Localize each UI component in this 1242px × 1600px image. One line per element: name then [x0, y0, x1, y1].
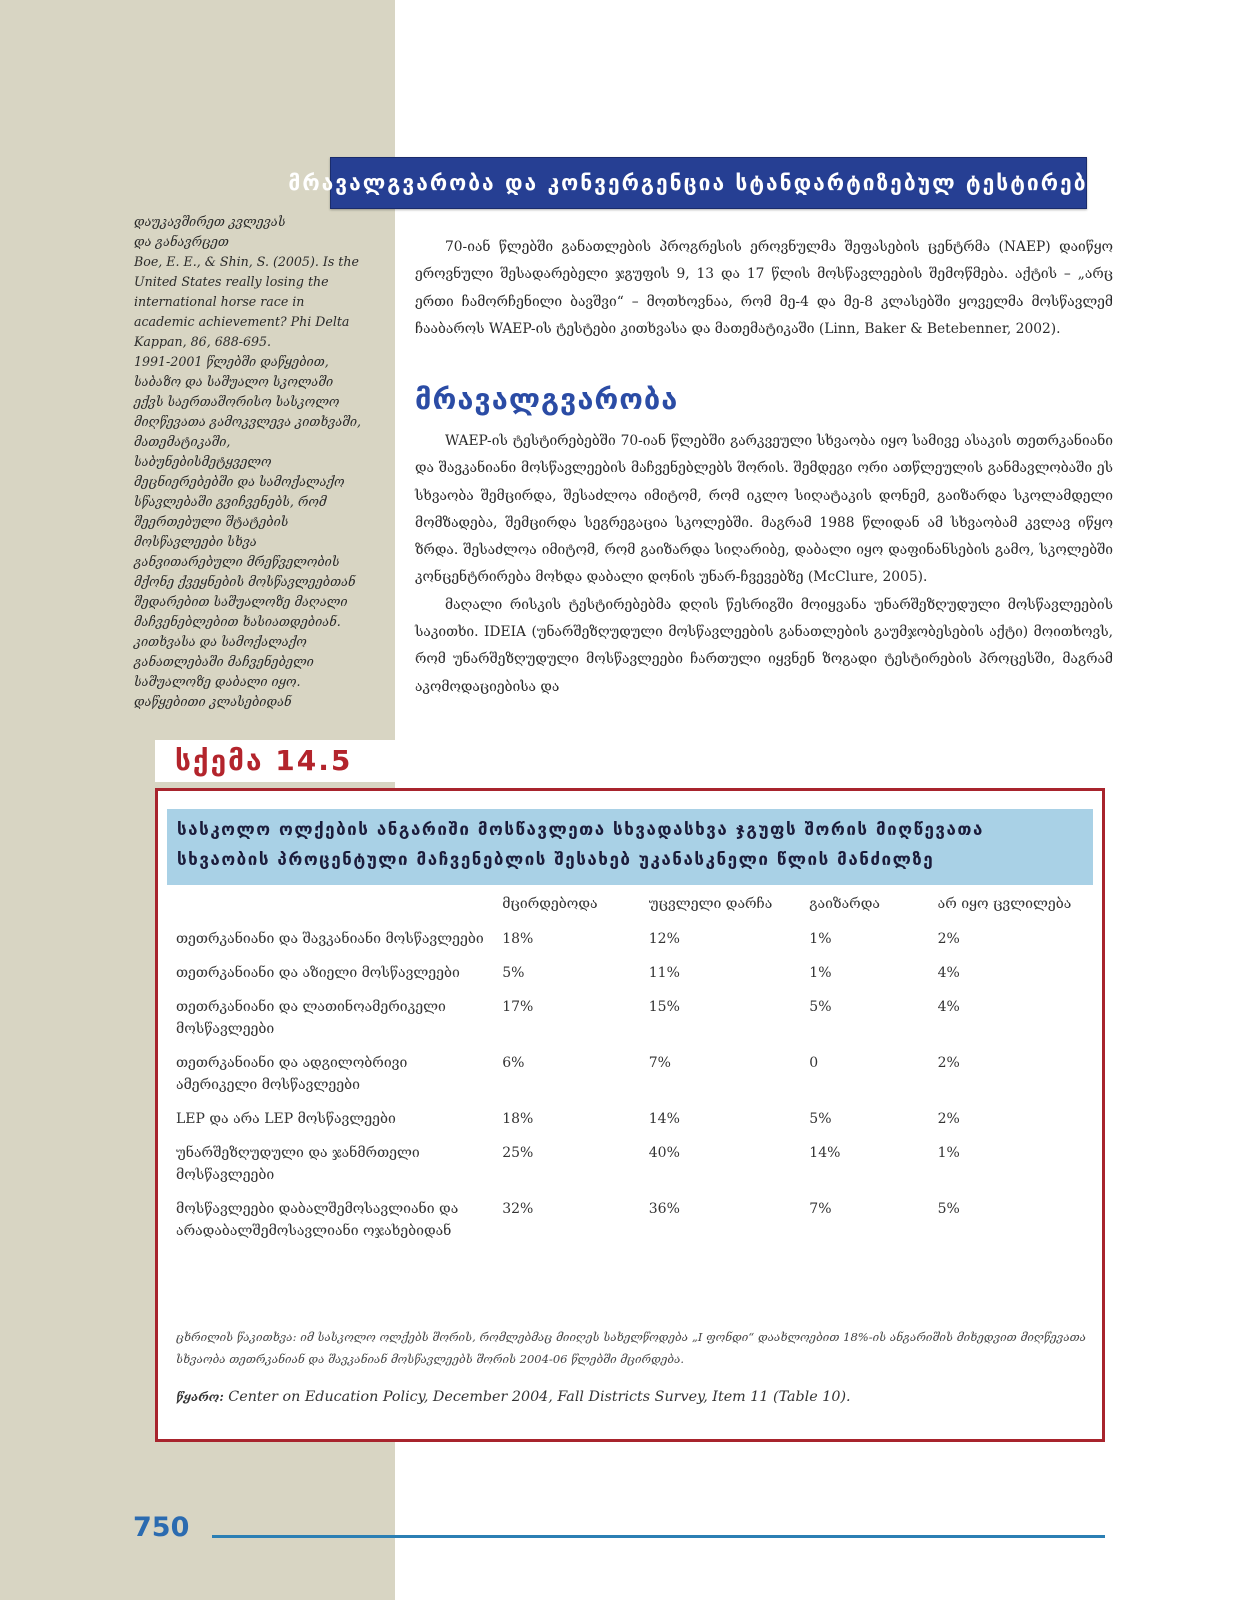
table-header-empty: [176, 896, 502, 928]
intro-paragraph: 70-იან წლებში განათლების პროგრესის ეროვნულმა შეფასების ცენტრმა (NAEP) დაიწყო ეროვნული შესადარებელი ჯგუფის 9, 13 და 17 წლის მოსწავლეების შემოწმება. აქტის – „არც ერთი ჩამორჩენილი ბავშვი“ – მოთხოვნაა, რომ მე-4 და მე-8 კლასებში ყოველმა მოსწავლემ ჩააბაროს WAEP-ის ტესტები კითხვასა და მათემატიკაში (Linn, Baker & Betebenner, 2002).: [415, 239, 1113, 337]
cell-value: 14%: [809, 1145, 841, 1161]
cell-value: 12%: [648, 931, 680, 947]
row-label: თეთრკანიანი და ლათინოამერიკელი მოსწავლეები: [176, 999, 446, 1037]
cell-value: 1%: [809, 931, 832, 947]
sidebar-heading-line1: დაუკავშირეთ კვლევას: [134, 214, 286, 229]
cell-value: 36%: [648, 1201, 680, 1217]
cell-value: 5%: [809, 999, 832, 1015]
table-header-decreased: მცირდებოდა: [502, 896, 598, 912]
sidebar-note: [134, 212, 364, 712]
section-heading: მრავალგვარობა: [415, 382, 679, 416]
sidebar-body: 1991-2001 წლებში დაწყებით, საბაზო და საშუალო სკოლაში ექვს საერთაშორისო სასკოლო მიღწევათა გამოკვლევა კითხვაში, მათემატიკაში, საბუნებისმეტყველო მეცნიერებებში და სამოქალაქო სწავლებაში გვიჩვენებს, რომ შეერთებული შტატების მოსწავლეები სხვა განვითარებული მრეწველობის მქონე ქვეყნების მოსწავლეებთან შედარებით საშუალოზე მაღალი მაჩვენებლებით ხასიათდებიან. კითხვასა და სამოქალაქო განათლებაში მაჩვენებელი საშუალოზე დაბალი იყო. დაწყებითი კლასებიდან: [134, 354, 362, 709]
table-row: [176, 1052, 1076, 1108]
sidebar-heading-line2: და განავრცეთ: [134, 234, 229, 249]
body-paragraph-3: მაღალი რისკის ტესტირებებმა დღის წესრიგში მოიყვანა უნარშეზღუდული მოსწავლეების საკითხი. IDEIA (უნარშეზღუდული მოსწავლეების განათლების გაუმჯობესების აქტი) მოითხოვს, რომ უნარშეზღუდული მოსწავლეები ჩართული იყვნენ ზოგადი ტესტირების პროცესში, მაგრამ აკომოდაციებისა და: [415, 596, 1113, 695]
table-row: [176, 996, 1076, 1052]
row-label: თეთრკანიანი და აზიელი მოსწავლეები: [176, 965, 460, 981]
cell-value: 4%: [937, 999, 960, 1015]
table-row: [176, 1142, 1076, 1198]
cell-value: 6%: [502, 1055, 525, 1071]
cell-value: 18%: [502, 931, 534, 947]
table-header-unchanged: უცვლელი დარჩა: [648, 896, 773, 912]
cell-value: 2%: [937, 1055, 960, 1071]
row-label: თეთრკანიანი და შავკანიანი მოსწავლეები: [176, 931, 484, 947]
table-reading-note: ცხრილის წაკითხვა: იმ სასკოლო ოლქებს შორის, რომლებმაც მიიღეს სახელწოდება „I ფონდი“ დაახლოებით 18%-ის ანგარიშის მიხედვით მიღწევათა სხვაობა თეთრკანიან და შავკანიან მოსწავლეებს შორის 2004-06 წლებში მცირდება.: [176, 1330, 1086, 1366]
table-row: [176, 1198, 1076, 1254]
body-paragraph-2: WAEP-ის ტესტირებებში 70-იან წლებში გარკვეული სხვაობა იყო სამივე ასაკის თეთრკანიანი და შავკანიანი მოსწავლეების მაჩვენებლებს შორის. შემდეგი ორი ათწლეულის განმავლობაში ეს სხვაობა შემცირდა, შესაძლოა იმიტომ, რომ იკლო სიღატაკის დონემ, გაიზარდა სკოლამდელი მომზადება, შემცირდა სეგრეგაცია სკოლებში. მაგრამ 1988 წლიდან ამ სხვაობამ კვლავ იწყო ზრდა. შესაძლოა იმიტომ, რომ გაიზარდა სიღარიბე, დაბალი იყო დაფინანსების გამო, სკოლებში კონცენტრირება მოხდა დაბალი დონის უნარ-ჩვევებზე (McClure, 2005).: [415, 433, 1113, 586]
intro-text: [415, 234, 1113, 343]
table-row: [176, 962, 1076, 996]
table-row: [176, 928, 1076, 962]
row-label: თეთრკანიანი და ადგილობრივი ამერიკელი მოსწავლეები: [176, 1055, 408, 1093]
body-text: [415, 428, 1113, 701]
cell-value: 4%: [937, 965, 960, 981]
cell-value: 5%: [502, 965, 525, 981]
cell-value: 15%: [648, 999, 680, 1015]
cell-value: 25%: [502, 1145, 534, 1161]
banner-title: მრავალგვარობა და კონვერგენცია სტანდარტიზებულ ტესტირებაში: [288, 171, 1129, 195]
row-label: LEP და არა LEP მოსწავლეები: [176, 1111, 396, 1127]
cell-value: 0: [809, 1055, 819, 1071]
cell-value: 32%: [502, 1201, 534, 1217]
table-header-increased: გაიზარდა: [809, 896, 880, 912]
page-number: 750: [133, 1512, 190, 1543]
cell-value: 1%: [937, 1145, 960, 1161]
figure-box: [155, 788, 1105, 1442]
cell-value: 7%: [809, 1201, 832, 1217]
figure-title: სასკოლო ოლქების ანგარიში მოსწავლეთა სხვადასხვა ჯგუფს შორის მიღწევათა სხვაობის პროცენტული მაჩვენებლის შესახებ უკანასკნელი წლის მანძილზე: [167, 809, 1093, 885]
cell-value: 14%: [648, 1111, 680, 1127]
cell-value: 1%: [809, 965, 832, 981]
cell-value: 2%: [937, 1111, 960, 1127]
row-label: მოსწავლეები დაბალშემოსავლიანი და არადაბალშემოსავლიანი ოჯახებიდან: [176, 1201, 459, 1239]
cell-value: 2%: [937, 931, 960, 947]
cell-value: 40%: [648, 1145, 680, 1161]
source-label: წყარო:: [176, 1390, 224, 1404]
table-row: [176, 1108, 1076, 1142]
cell-value: 18%: [502, 1111, 534, 1127]
cell-value: 17%: [502, 999, 534, 1015]
cell-value: 7%: [648, 1055, 671, 1071]
chapter-section-banner: [288, 157, 1129, 209]
figure-source: [176, 1389, 1086, 1405]
data-table: [176, 896, 1076, 1254]
footer-rule: [212, 1535, 1105, 1538]
cell-value: 5%: [937, 1201, 960, 1217]
source-text: Center on Education Policy, December 2004, Fall Districts Survey, Item 11 (Table 10).: [223, 1389, 851, 1405]
cell-value: 5%: [809, 1111, 832, 1127]
row-label: უნარშეზღუდული და ჯანმრთელი მოსწავლეები: [176, 1145, 420, 1183]
figure-label: სქემა 14.5: [175, 744, 353, 777]
table-header-no-change: არ იყო ცვლილება: [937, 896, 1072, 912]
table-header-row: [176, 896, 1076, 928]
cell-value: 11%: [648, 965, 680, 981]
sidebar-reference: Boe, E. E., & Shin, S. (2005). Is the United States really losing the international horse race in academic achievement? Phi Delta Kappan, 86, 688-695.: [134, 254, 359, 349]
